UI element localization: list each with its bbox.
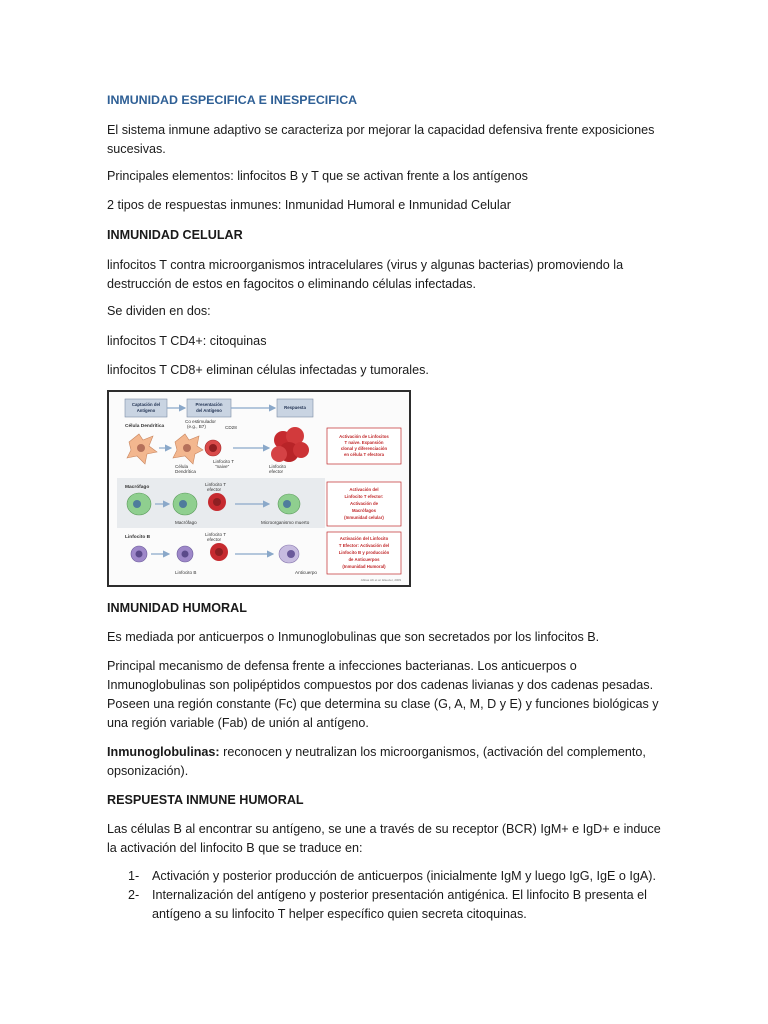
row1-label: Célula Dendrítica [125,424,165,429]
row3-box-line1: Activación del Linfocito [339,536,389,541]
row1-box-line4: en célula T efectora [343,452,385,457]
row2-box-line2: Linfocito T efector: [344,494,384,499]
immunoglobulins-term: Inmunoglobulinas: [107,745,220,759]
humoral-paragraph-2: Principal mecanismo de defensa frente a infecciones bacterianas. Los anticuerpos o Inmunoglobulinas son polipéptidos compuestos por dos cadenas livianas y dos cadenas pesadas. Poseen una región constante (Fc) que determina su clase (G, A, M, D y E) y funciones biológicas y una región variable (Fab) de unión al antígeno. [107,659,659,730]
row2-cell-a: Macrófago [175,520,197,525]
row3-label: Linfocito B [125,535,151,540]
row1-cell-b-line1: Linfocito T [213,459,235,464]
respuesta-list [107,867,667,924]
intro-paragraph-1: El sistema inmune adaptivo se caracteriza por mejorar la capacidad defensiva frente exposiciones sucesivas. [107,123,655,156]
list-item-number: 2- [128,888,140,902]
header-respuesta: Respuesta [284,405,306,410]
header-captacion-line2: Antígeno [136,408,156,413]
celular-paragraph-3: linfocitos T CD4+: citoquinas [107,334,267,348]
section-heading-respuesta: RESPUESTA INMUNE HUMORAL [107,793,304,807]
intro-paragraph-2: Principales elementos: linfocitos B y T que se activan frente a los antígenos [107,169,528,183]
row2-lt-line2: efector [207,487,222,492]
header-captacion-line1: Captación del [131,402,161,407]
row3-effector-t-cell-icon [210,543,228,561]
row1-cell-a-line2: Dendrítica [175,469,196,474]
row3-lt-line1: Linfocito T [205,532,227,537]
row3-box-line3: Linfocito B y producción [338,550,390,555]
row3-cell-b: Anticuerpo [295,570,317,575]
b-cell-icon [131,546,147,562]
row3-cell-a: Linfocito B [175,570,197,575]
celular-paragraph-4: linfocitos T CD8+ eliminan células infectadas y tumorales. [107,363,429,377]
row2-cell-b: Microorganismo muerto [261,520,310,525]
macrophage-presenting-icon [173,493,197,515]
row3-box-line4: de Anticuerpos [348,557,380,562]
humoral-paragraph-1: Es mediada por anticuerpos o Inmunoglobulinas que son secretados por los linfocitos B. [107,630,600,644]
naive-t-cell-icon [205,440,221,456]
list-item-number: 1- [128,869,140,883]
page-title: INMUNIDAD ESPECIFICA E INESPECIFICA [107,93,358,107]
humoral-paragraph-3 [107,743,667,781]
celular-paragraph-1: linfocitos T contra microorganismos intracelulares (virus y algunas bacterias) promoviendo la destrucción de estos en fagocitos o eliminando células infectadas. [107,258,624,291]
row2-box-line4: Macrófagos [351,508,377,513]
coestim-label-2: (e.g., B7) [187,424,206,429]
cd28-label: CD28 [225,425,237,430]
section-heading-humoral: INMUNIDAD HUMORAL [107,601,247,615]
b-cell-presenting-icon [177,546,193,562]
macrophage-dead-microorganism-icon [278,494,300,514]
row3-box-line5: (Inmunidad Humoral) [342,564,386,569]
row1-cell-c-line1: Linfocito [269,464,287,469]
row1-cell-b-line2: "naive" [215,464,230,469]
row2-box-line1: Activación del [349,487,379,492]
celular-paragraph-2: Se dividen en dos: [107,304,211,318]
respuesta-paragraph-1: Las células B al encontrar su antígeno, se une a través de su receptor (BCR) IgM+ e IgD+ e induce la activación del linfocito B que se traduce en: [107,822,661,855]
row3-box-line2: T Efector: Activación del [338,543,390,548]
header-presentacion-line2: del Antígeno [196,408,222,413]
coestim-label-1: Co estimulador [185,419,216,424]
row1-cell-a-line1: Célula [175,464,189,469]
row2-lt-line1: Linfocito T [205,482,227,487]
intro-paragraph-3: 2 tipos de respuestas inmunes: Inmunidad Humoral e Inmunidad Celular [107,198,511,212]
figure-diagram [109,392,409,585]
list-item [107,867,667,886]
row1-box-line2: T naive. Expansión [344,440,384,445]
row1-box-line1: Activación de Linfocitos [339,434,389,439]
macrophage-icon [127,493,151,515]
row3-lt-line2: efector [207,537,222,542]
figure-credit: Abbas AK et al. Elsevier, 2009 [360,578,401,582]
row2-label: Macrófago [125,485,150,490]
row2-box-line5: (Inmunidad celular) [344,515,384,520]
row1-box-line3: clonal y diferenciación [340,446,388,451]
row1-cell-c-line2: efector [269,469,284,474]
list-item-text: Internalización del antígeno y posterior presentación antigénica. El linfocito B presenta el antígeno a su linfocito T helper específico quien secreta citoquinas. [152,888,647,921]
header-presentacion-line1: Presentación [195,402,223,407]
antibody-secreting-cell-icon [279,545,299,563]
list-item [107,886,667,924]
list-item-text: Activación y posterior producción de anticuerpos (inicialmente IgM y luego IgG, IgE o IgA). [152,869,657,883]
row2-box-line3: Activación de [350,501,378,506]
section-heading-celular: INMUNIDAD CELULAR [107,228,243,242]
immunoglobulins-description: reconocen y neutralizan los microorganismos, (activación del complemento, opsonización). [107,745,646,778]
immune-response-figure [107,390,411,587]
row2-effector-t-cell-icon [208,493,226,511]
